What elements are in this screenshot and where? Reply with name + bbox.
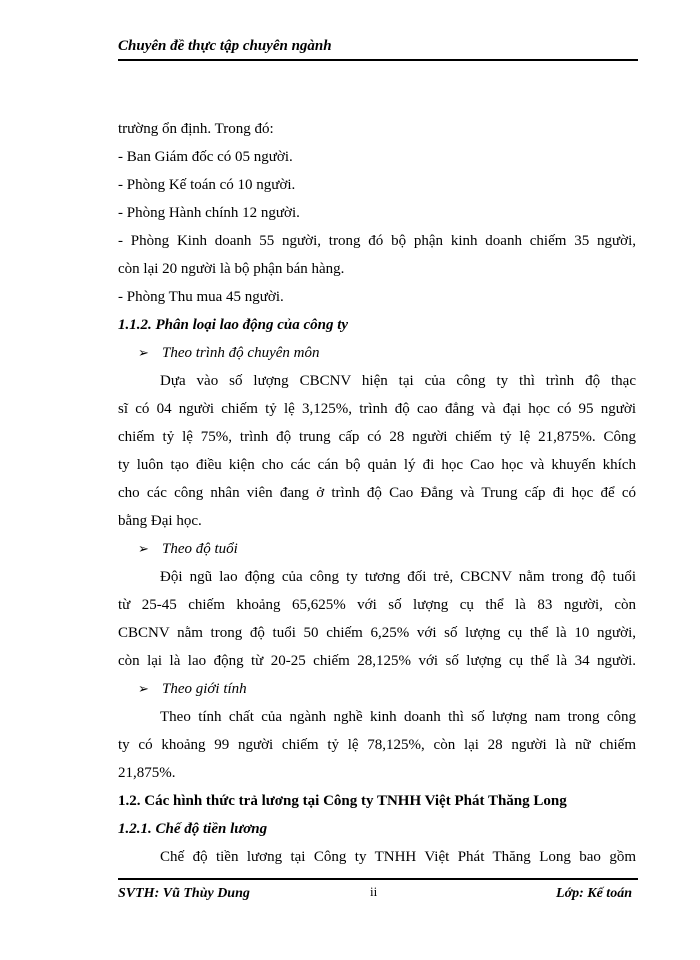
page-header xyxy=(118,38,638,61)
bullet-label: Theo độ tuổi xyxy=(162,541,238,557)
section-heading-1-2: 1.2. Các hình thức trả lương tại Công ty TNHH Việt Phát Thăng Long xyxy=(118,793,567,809)
header-rule xyxy=(118,59,638,61)
bullet-item xyxy=(118,535,636,563)
arrow-bullet-icon: ➢ xyxy=(138,541,149,556)
text-line: sĩ có 04 người chiếm tỷ lệ 3,125%, trình độ cao đẳng và đại học có 95 người xyxy=(118,401,636,417)
footer-student: SVTH: Vũ Thùy Dung xyxy=(118,886,250,901)
list-item: - Phòng Thu mua 45 người. xyxy=(118,289,284,305)
list-item: - Ban Giám đốc có 05 người. xyxy=(118,149,293,165)
text-line: 21,875%. xyxy=(118,765,176,781)
text-line: bằng Đại học. xyxy=(118,513,202,529)
bullet-label: Theo trình độ chuyên môn xyxy=(162,345,320,361)
arrow-bullet-icon: ➢ xyxy=(138,681,149,696)
text-line: còn lại là lao động từ 20-25 chiếm 28,125% với số lượng cụ thể là 34 người. xyxy=(118,653,636,669)
bullet-item xyxy=(118,675,636,703)
list-item: - Phòng Kế toán có 10 người. xyxy=(118,177,296,193)
page-number: ii xyxy=(370,884,378,899)
text-line: Dựa vào số lượng CBCNV hiện tại của công ty thì trình độ thạc xyxy=(160,373,636,389)
header-title: Chuyên đề thực tập chuyên ngành xyxy=(118,38,332,54)
text-line: chiếm tỷ lệ 75%, trình độ trung cấp có 28 người chiếm tỷ lệ 21,875%. Công xyxy=(118,429,636,445)
text-line: Chế độ tiền lương tại Công ty TNHH Việt Phát Thăng Long bao gồm xyxy=(160,849,636,865)
page-footer xyxy=(118,878,638,906)
text-line: còn lại 20 người là bộ phận bán hàng. xyxy=(118,261,345,277)
document-body xyxy=(118,115,636,871)
text-line: trường ổn định. Trong đó: xyxy=(118,121,274,137)
section-heading-1-1-2: 1.1.2. Phân loại lao động của công ty xyxy=(118,317,349,333)
text-line: Đội ngũ lao động của công ty tương đối trẻ, CBCNV nằm trong độ tuổi xyxy=(160,569,636,585)
arrow-bullet-icon: ➢ xyxy=(138,345,149,360)
footer-rule xyxy=(118,878,638,880)
text-line: Theo tính chất của ngành nghề kinh doanh thì số lượng nam trong công xyxy=(160,709,636,725)
bullet-label: Theo giới tính xyxy=(162,681,247,697)
text-line: từ 25-45 chiếm khoảng 65,625% với số lượng cụ thể là 83 người, còn xyxy=(118,597,636,613)
list-item: - Phòng Kinh doanh 55 người, trong đó bộ phận kinh doanh chiếm 35 người, xyxy=(118,233,636,249)
section-heading-1-2-1: 1.2.1. Chế độ tiền lương xyxy=(118,821,268,837)
text-line: ty luôn tạo điều kiện cho các cán bộ quản lý đi học Cao học và khuyến khích xyxy=(118,457,636,473)
bullet-item xyxy=(118,339,636,367)
footer-class: Lớp: Kế toán xyxy=(556,886,632,901)
list-item: - Phòng Hành chính 12 người. xyxy=(118,205,300,221)
text-line: ty có khoảng 99 người chiếm tỷ lệ 78,125%, còn lại 28 người là nữ chiếm xyxy=(118,737,636,753)
text-line: cho các công nhân viên đang ở trình độ Cao Đẳng và Trung cấp đi học để có xyxy=(118,485,636,501)
text-line: CBCNV nằm trong độ tuổi 50 chiếm 6,25% với số lượng cụ thể là 10 người, xyxy=(118,625,636,641)
